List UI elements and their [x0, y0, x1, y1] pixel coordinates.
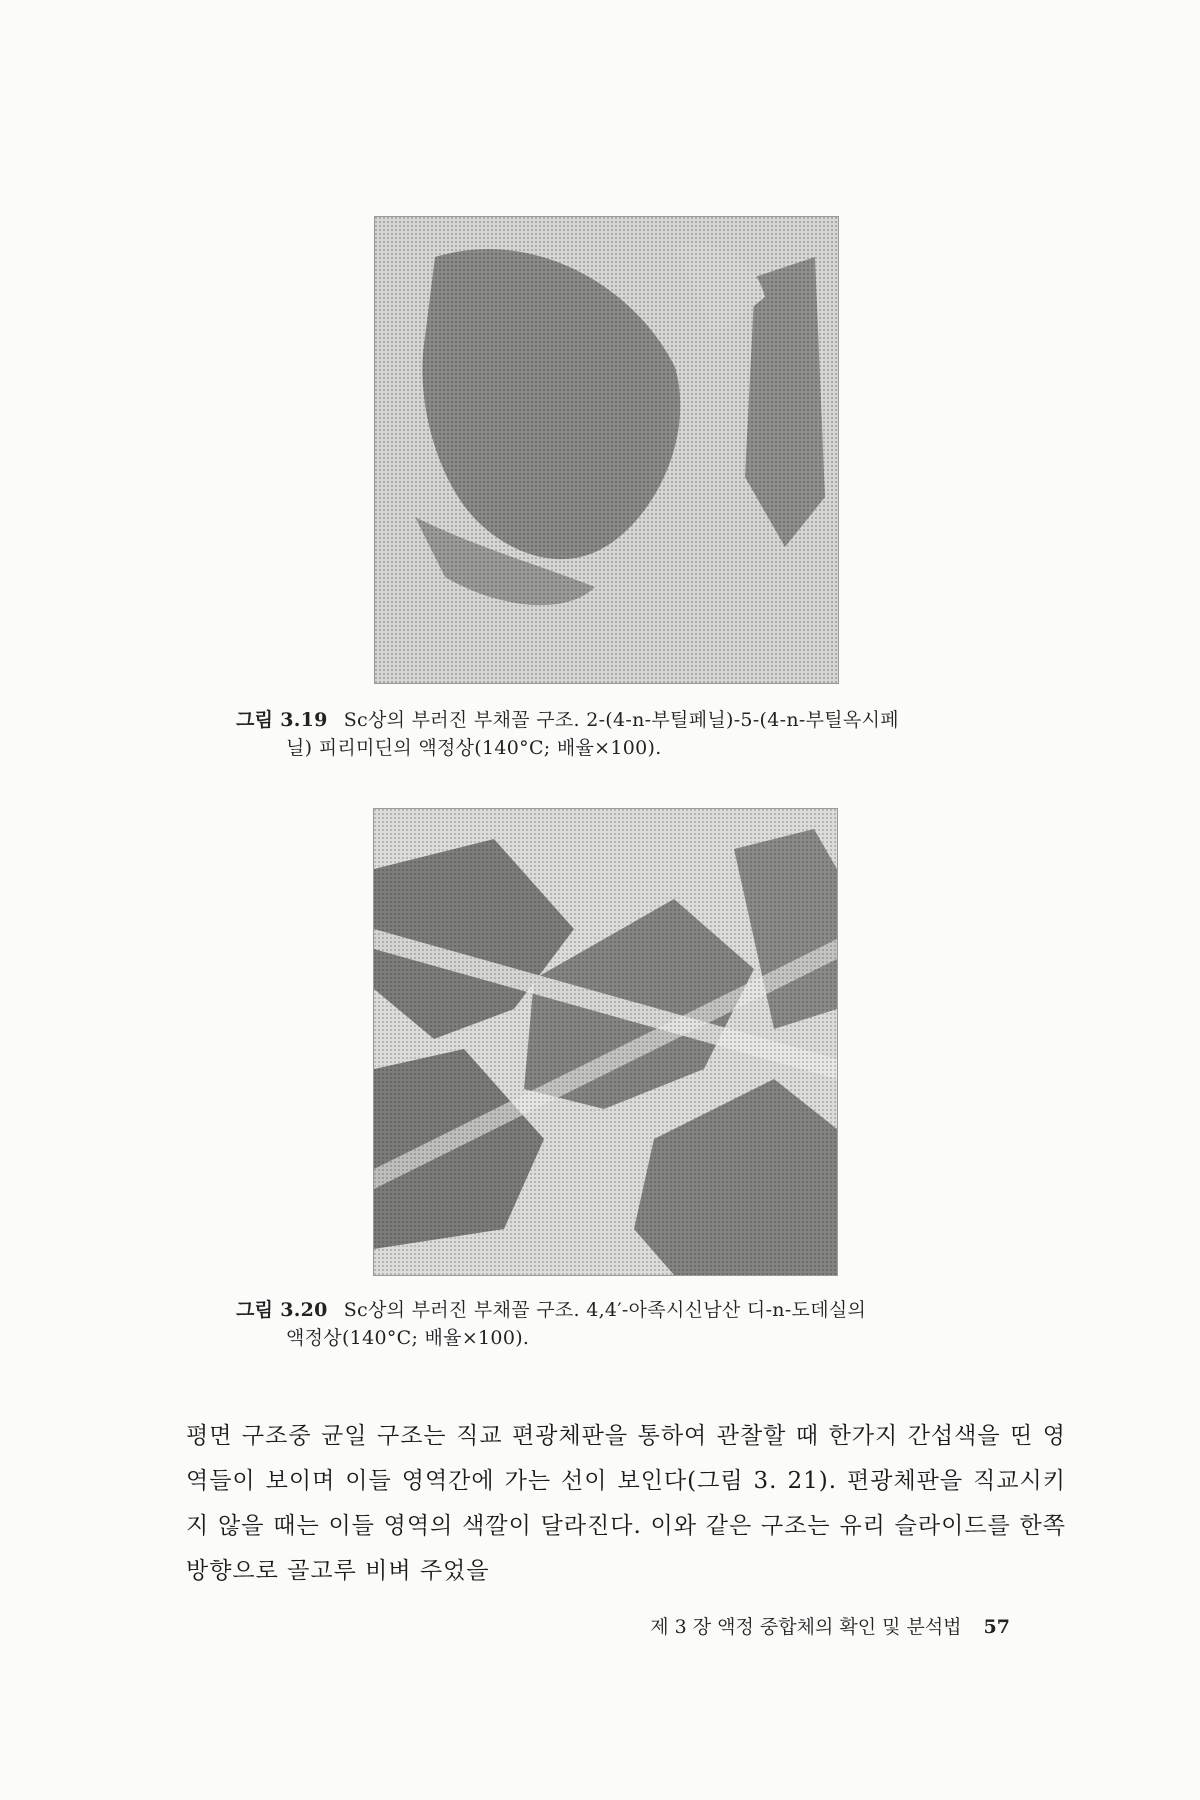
figure-3-19-photo [374, 216, 839, 684]
body-text [186, 1414, 1066, 1594]
running-title: 제 3 장 액정 중합체의 확인 및 분석법 [650, 1616, 962, 1638]
figure-3-19-caption [236, 706, 1036, 762]
caption-text: Sc상의 부러진 부채꼴 구조. 4,4′-아족시신남산 디-n-도데실의 [343, 1299, 867, 1321]
caption-text: 닐) 피리미딘의 액정상(140°C; 배율×100). [286, 737, 662, 759]
figure-3-20-caption [236, 1296, 1036, 1352]
figure-label: 그림 3.19 [236, 709, 328, 731]
caption-text: Sc상의 부러진 부채꼴 구조. 2-(4-n-부틸페닐)-5-(4-n-부틸옥시페 [343, 709, 899, 731]
figure-label: 그림 3.20 [236, 1299, 328, 1321]
page-number: 57 [983, 1616, 1010, 1638]
running-footer [540, 1612, 1010, 1639]
figure-3-20-photo [373, 808, 838, 1276]
caption-text: 액정상(140°C; 배율×100). [286, 1327, 530, 1349]
paragraph: 평면 구조중 균일 구조는 직교 편광체판을 통하여 관찰할 때 한가지 간섭색을 띤 영역들이 보이며 이들 영역간에 가는 선이 보인다(그림 3. 21). 편광체판을 직교시키지 않을 때는 이들 영역의 색깔이 달라진다. 이와 같은 구조는 유리 슬라이드를 한쪽 방향으로 골고루 비벼 주었을 [186, 1423, 1066, 1584]
